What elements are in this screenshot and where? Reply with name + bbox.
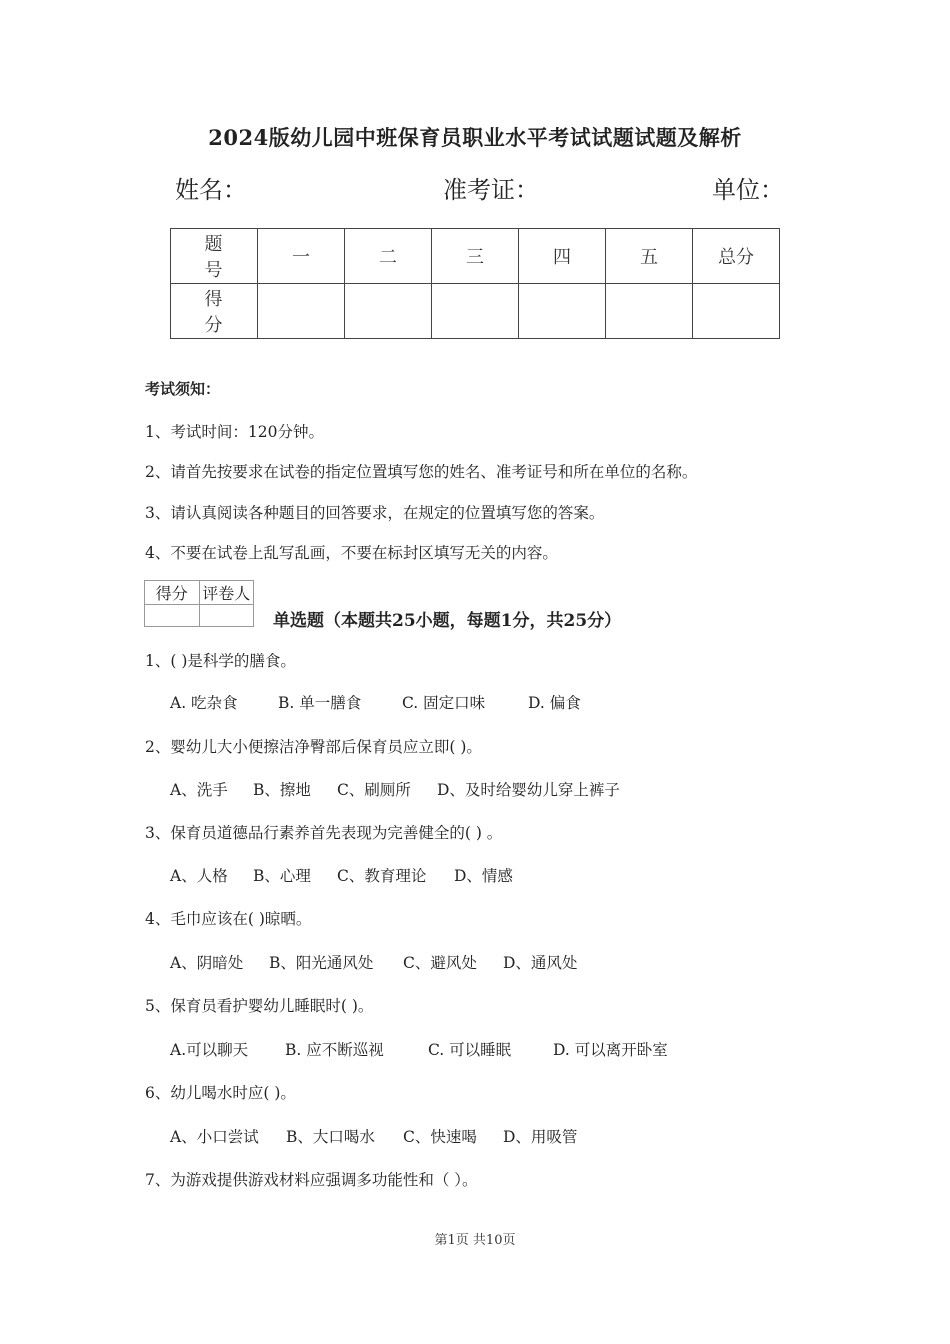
score-cell[interactable] xyxy=(606,284,693,339)
option: C、避风处 xyxy=(403,954,477,972)
option: B. 应不断巡视 xyxy=(285,1041,384,1059)
document-title: 2024版幼儿园中班保育员职业水平考试试题试题及解析 xyxy=(208,125,742,150)
notice-item: 2、请首先按要求在试卷的指定位置填写您的姓名、准考证号和所在单位的名称。 xyxy=(145,463,698,481)
option: D、情感 xyxy=(454,867,513,885)
question-options xyxy=(170,864,513,886)
notice-item: 3、请认真阅读各种题目的回答要求，在规定的位置填写您的答案。 xyxy=(145,504,605,522)
option: B、阳光通风处 xyxy=(269,954,374,972)
option: C、快速喝 xyxy=(403,1128,477,1146)
score-cell[interactable] xyxy=(345,284,432,339)
section-title: 单选题（本题共25小题，每题1分，共25分） xyxy=(273,611,622,631)
name-field-label: 姓名： xyxy=(175,176,247,204)
option: C. 固定口味 xyxy=(402,694,486,712)
question-text: 3、保育员道德品行素养首先表现为完善健全的( ) 。 xyxy=(145,824,503,842)
option: D、通风处 xyxy=(503,954,578,972)
option: C、教育理论 xyxy=(337,867,427,885)
score-table xyxy=(170,228,780,339)
unit-field-label: 单位： xyxy=(712,176,784,204)
option: D、及时给婴幼儿穿上裤子 xyxy=(437,781,620,799)
question-text: 2、婴幼儿大小便擦洁净臀部后保育员应立即( )。 xyxy=(145,738,482,756)
question-text: 1、( )是科学的膳食。 xyxy=(145,652,296,670)
grader-box-grader-label: 评卷人 xyxy=(199,581,254,605)
question-text: 5、保育员看护婴幼儿睡眠时( )。 xyxy=(145,997,374,1015)
option: A. 吃杂食 xyxy=(170,694,238,712)
page-footer: 第1页 共10页 xyxy=(434,1233,516,1248)
score-table-row-label: 得 分 xyxy=(171,284,258,339)
question-options xyxy=(170,778,620,800)
question-options xyxy=(170,1125,577,1147)
score-cell[interactable] xyxy=(432,284,519,339)
score-cell[interactable] xyxy=(519,284,606,339)
score-table-header-row xyxy=(171,229,780,284)
option: B. 单一膳食 xyxy=(278,694,362,712)
question-text: 7、为游戏提供游戏材料应强调多功能性和（ ）。 xyxy=(145,1171,478,1189)
notice-item: 4、不要在试卷上乱写乱画，不要在标封区填写无关的内容。 xyxy=(145,544,558,562)
grader-box-score-cell[interactable] xyxy=(145,605,200,627)
score-table-score-row xyxy=(171,284,780,339)
question-text: 6、幼儿喝水时应( )。 xyxy=(145,1084,296,1102)
option: A.可以聊天 xyxy=(170,1041,249,1059)
question-options xyxy=(170,1038,668,1060)
option: D. 偏食 xyxy=(528,694,581,712)
option: A、小口尝试 xyxy=(170,1128,259,1146)
option: B、擦地 xyxy=(253,781,311,799)
score-table-header-label: 题 号 xyxy=(171,229,258,284)
grader-box xyxy=(144,580,254,627)
option: C、刷厕所 xyxy=(337,781,411,799)
option: A、洗手 xyxy=(170,781,228,799)
question-text: 4、毛巾应该在( )晾晒。 xyxy=(145,910,312,928)
option: A、人格 xyxy=(170,867,228,885)
score-table-header-cell: 二 xyxy=(345,229,432,284)
score-cell[interactable] xyxy=(258,284,345,339)
exam-number-field-label: 准考证： xyxy=(443,176,539,204)
option: B、心理 xyxy=(253,867,311,885)
score-cell[interactable] xyxy=(693,284,780,339)
notice-item: 1、考试时间：120分钟。 xyxy=(145,423,324,441)
option: D、用吸管 xyxy=(503,1128,578,1146)
option: C. 可以睡眠 xyxy=(428,1041,512,1059)
score-table-header-cell: 三 xyxy=(432,229,519,284)
option: A、阴暗处 xyxy=(170,954,244,972)
grader-box-grader-cell[interactable] xyxy=(199,605,254,627)
score-table-header-cell: 总分 xyxy=(693,229,780,284)
notice-title: 考试须知： xyxy=(145,380,221,398)
score-table-header-cell: 五 xyxy=(606,229,693,284)
grader-box-score-label: 得分 xyxy=(145,581,200,605)
option: B、大口喝水 xyxy=(286,1128,375,1146)
question-options xyxy=(170,691,581,713)
score-table-header-cell: 一 xyxy=(258,229,345,284)
score-table-header-cell: 四 xyxy=(519,229,606,284)
question-options xyxy=(170,951,577,973)
option: D. 可以离开卧室 xyxy=(553,1041,668,1059)
